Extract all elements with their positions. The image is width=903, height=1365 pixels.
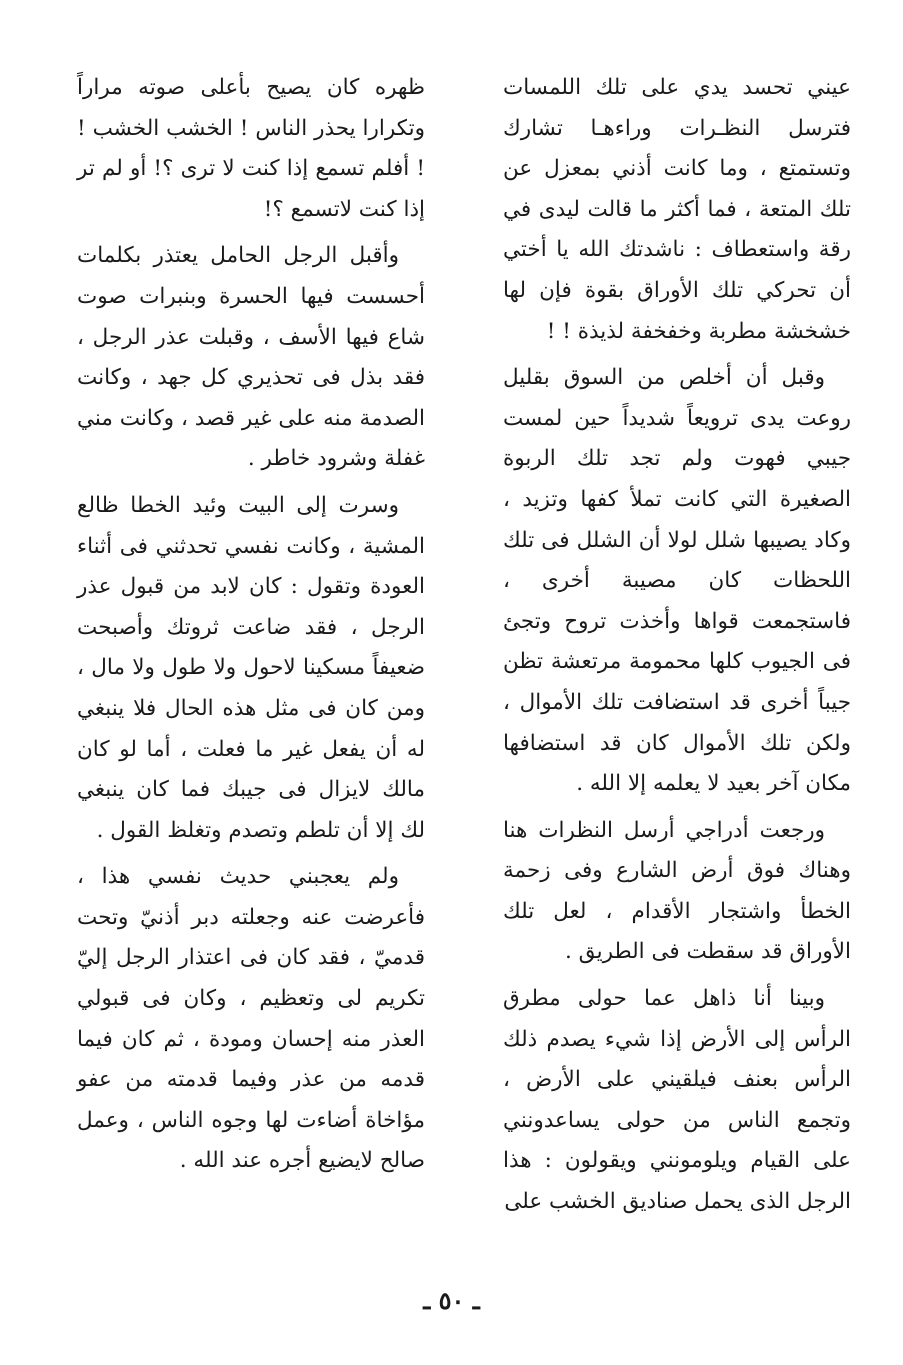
paragraph: وقبل أن أخلص من السوق بقليل روعت يدى ترويعاً شديداً حين لمست جيبي فهوت ولم تجد تلك الربوة الصغيرة التي كانت تملأ كفها وتزيد ، وكاد يصيبها شلل لولا أن الشلل فى تلك اللحظات كان مصيبة أخرى ، فاستجمعت قواها وأخذت تروح وتجئ فى الجيوب كلها محمومة مرتعشة تظن جيباً أخرى قد استضافت تلك الأموال ، ولكن تلك الأموال كان قد استضافها مكان آخر بعيد لا يعلمه إلا الله . — [503, 365, 851, 797]
paragraph: وبينا أنا ذاهل عما حولى مطرق الرأس إلى الأرض إذا شيء يصدم ذلك الرأس بعنف فيلقيني على الأرض ، وتجمع الناس من حولى يساعدونني على القيام ويلومونني ويقولون : هذا الرجل الذى يحمل صناديق الخشب على — [503, 986, 851, 1215]
paragraph: ولم يعجبني حديث نفسي هذا ، فأعرضت عنه وجعلته دبر أذنيّ وتحت قدميّ ، فقد كان فى اعتذار الرجل إليّ تكريم لى وتعظيم ، وكان فى قبولي العذر منه إحسان ومودة ، ثم كان فيما قدمه من عذر وفيما قدمته من عفو مؤاخاة أضاءت لها وجوه الناس ، وعمل صالح لايضيع أجره عند الله . — [77, 864, 425, 1174]
paragraph: وأقبل الرجل الحامل يعتذر بكلمات أحسست فيها الحسرة وبنبرات صوت شاع فيها الأسف ، وقبلت عذر الرجل ، فقد بذل فى تحذيري كل جهد ، وكانت الصدمة منه على غير قصد ، وكانت مني غفلة وشرود خاطر . — [77, 243, 425, 472]
paragraph: ظهره كان يصيح بأعلى صوته مراراً وتكرارا يحذر الناس ! الخشب الخشب ! ! أفلم تسمع إذا كنت لا ترى ؟! أو لم تر إذا كنت لاتسمع ؟! — [77, 75, 425, 222]
right-text-column — [503, 68, 851, 1229]
left-text-column — [77, 68, 425, 1188]
page-number: ـ ٥٠ ـ — [423, 1286, 480, 1315]
paragraph: وسرت إلى البيت وئيد الخطا ظالع المشية ، وكانت نفسي تحدثني فى أثناء العودة وتقول : كان لابد من قبول عذر الرجل ، فقد ضاعت ثروتك وأصبحت ضعيفاً مسكينا لاحول ولا طول ولا مال ، ومن كان فى مثل هذه الحال فلا ينبغي له أن يفعل غير ما فعلت ، أما لو كان مالك لايزال فى جيبك فما كان ينبغي لك إلا أن تلطم وتصدم وتغلظ القول . — [77, 492, 425, 843]
paragraph: عيني تحسد يدي على تلك اللمسات فترسل النظـرات وراءهـا تشارك وتستمتع ، وما كانت أذني بمعزل عن تلك المتعة ، فما أكثر ما قالت ليدى في رقة واستعطاف : ناشدتك الله يا أختي أن تحركي تلك الأوراق بقوة فإن لها خشخشة مطربة وخفخفة لذيذة ! ! — [503, 75, 851, 344]
paragraph: ورجعت أدراجي أرسل النظرات هنا وهناك فوق أرض الشارع وفى زحمة الخطأ واشتجار الأقدام ، لعل تلك الأوراق قد سقطت فى الطريق . — [503, 817, 851, 965]
